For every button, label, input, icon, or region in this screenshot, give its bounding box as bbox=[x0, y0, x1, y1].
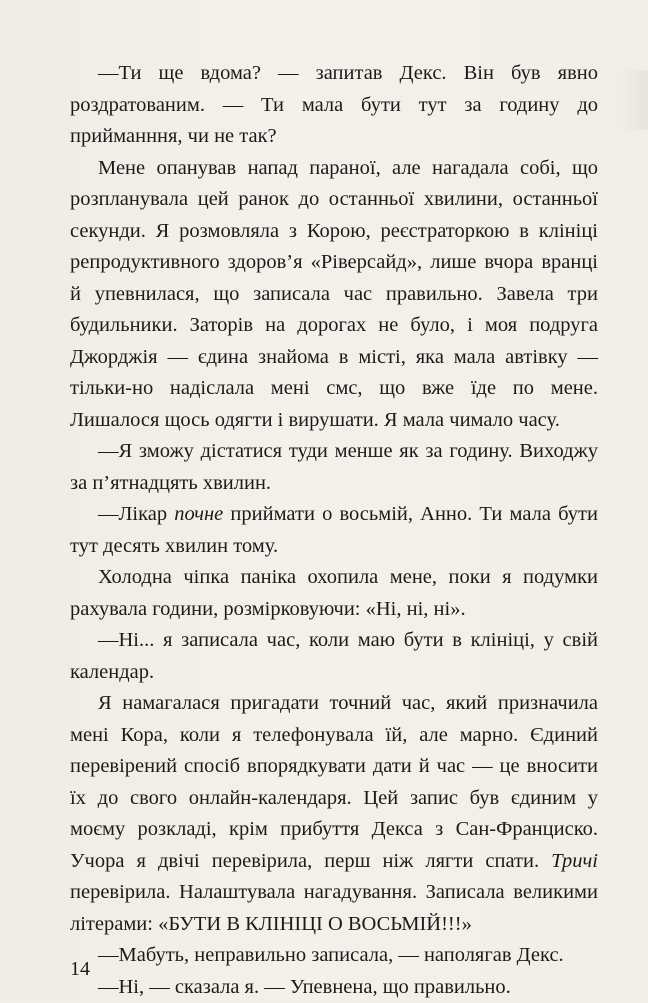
text-run: Мене опанував напад параної, але нагадала собі, що розпланувала цей ранок до останньої хвилини, останньої секунди. Я розмовляла з Корою, реєстраторкою в клініці репродуктивного здоров’я «Ріверсайд», лише вчора вранці й упевнилася, що записала час правильно. Завела три будильники. Заторів на дорогах не було, і моя подруга Джорджія — єдина знайома в місті, яка мала автівку — тільки-но надіслала мені смс, що вже їде по мене. Лишалося щось одягти і вирушати. Я мала чималo часу. bbox=[70, 157, 598, 431]
italic-text-run: Тричі bbox=[551, 850, 598, 872]
paragraph bbox=[70, 972, 598, 1003]
page-edge-shadow bbox=[618, 70, 648, 130]
text-run: Я намагалася пригадати точний час, який призначила мені Кора, коли я телефонувала їй, але марно. Єдиний перевірений спосіб впорядкувати дати й час — це вносити їх до свого онлайн-календаря. Цей запис був єдиним у моєму розкладі, крім прибуття Декса з Сан-Франциско. Учора я двічі перевірила, перш ніж лягти спати. bbox=[70, 692, 598, 872]
text-run: —Ні... я записала час, коли маю бути в клініці, у свій календар. bbox=[70, 629, 598, 683]
italic-text-run: почне bbox=[174, 503, 223, 525]
text-run: —Ні, — сказала я. — Упевнена, що правильно. bbox=[98, 976, 511, 998]
text-run: —Лікар bbox=[98, 503, 174, 525]
text-run: —Я зможу дістатися туди менше як за годину. Виходжу за п’ятнадцять хвилин. bbox=[70, 440, 598, 494]
paragraph bbox=[70, 58, 598, 153]
body-text bbox=[70, 58, 598, 1003]
paragraph bbox=[70, 499, 598, 562]
paragraph bbox=[70, 940, 598, 972]
text-run: Холодна чіпка паніка охопила мене, поки я подумки рахувала години, розмірковуючи: «Ні, ні, ні». bbox=[70, 566, 598, 620]
paragraph bbox=[70, 436, 598, 499]
paragraph bbox=[70, 562, 598, 625]
page-number: 14 bbox=[70, 958, 90, 981]
paragraph bbox=[70, 153, 598, 437]
paragraph bbox=[70, 688, 598, 940]
text-run: —Ти ще вдома? — запитав Декс. Він був явно роздратованим. — Ти мала бути тут за годину до прийманння, чи не так? bbox=[70, 62, 598, 147]
text-run: приймати о восьмій, Анно. Ти мала бути тут десять хвилин тому. bbox=[70, 503, 598, 557]
paragraph bbox=[70, 625, 598, 688]
text-run: перевірила. Налаштувала нагадування. Записала великими літерами: «БУТИ В КЛІНІЦІ О ВОСЬМІЙ!!!» bbox=[70, 881, 598, 935]
text-run: —Мабуть, неправильно записала, — наполягав Декс. bbox=[98, 944, 564, 966]
